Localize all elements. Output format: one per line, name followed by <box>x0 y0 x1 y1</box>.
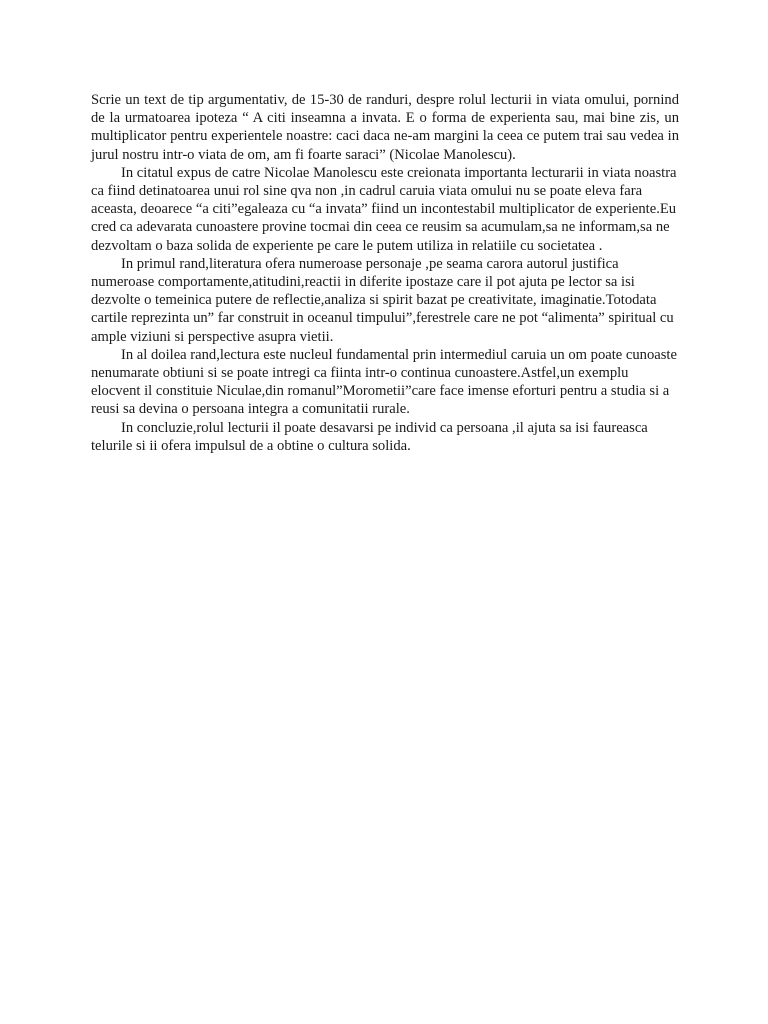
paragraph-intro: In citatul expus de catre Nicolae Manolescu este creionata importanta lecturarii in viata noastra ca fiind detinatoarea unui rol sine qva non ,in cadrul caruia viata omului nu se poate eleva fara aceasta, deoarece “a citi”egaleaza cu “a invata” fiind un incontestabil multiplicator de experiente.Eu cred ca adevarata cunoastere provine tocmai din ceea ce reusim sa acumulam,sa ne informam,sa ne dezvoltam o baza solida de experiente pe care le putem utiliza in relatiile cu societatea . <box>91 164 677 254</box>
essay-prompt: Scrie un text de tip argumentativ, de 15-30 de randuri, despre rolul lecturii in viata omului, pornind de la urmatoarea ipoteza “ A citi inseamna a invata. E o forma de experienta sau, mai bine zis, un multiplicator pentru experientele noastre: caci daca ne-am margini la ceea ce putem trai sau vedea in jurul nostru intr-o viata de om, am fi foarte saraci” (Nicolae Manolescu). <box>91 92 679 163</box>
paragraph-conclusion: In concluzie,rolul lecturii il poate desavarsi pe individ ca persoana ,il ajuta sa isi faureasca telurile si ii ofera impulsul de a obtine o cultura solida. <box>91 419 648 454</box>
paragraph-second-argument: In al doilea rand,lectura este nucleul fundamental prin intermediul caruia un om poate cunoaste nenumarate obtiuni si se poate intregi ca fiinta intr-o continua cunoastere.Astfel,un exemplu elocvent il constituie Niculae,din romanul”Morometii”care face imense eforturi pentru a studia si a reusi sa devina o persoana integra a comunitatii rurale. <box>91 346 677 418</box>
paragraph-first-argument: In primul rand,literatura ofera numeroase personaje ,pe seama carora autorul justifica numeroase comportamente,atitudini,reactii in diferite ipostaze care il pot ajuta pe lector sa isi dezvolte o temeinica putere de reflectie,analiza si spirit bazat pe creativitate, imaginatie.Totodata cartile reprezinta un” far construit in oceanul timpului”,ferestrele care ne pot “alimenta” spiritual cu ample viziuni si perspective asupra vietii. <box>91 255 674 345</box>
document-page <box>91 91 679 455</box>
